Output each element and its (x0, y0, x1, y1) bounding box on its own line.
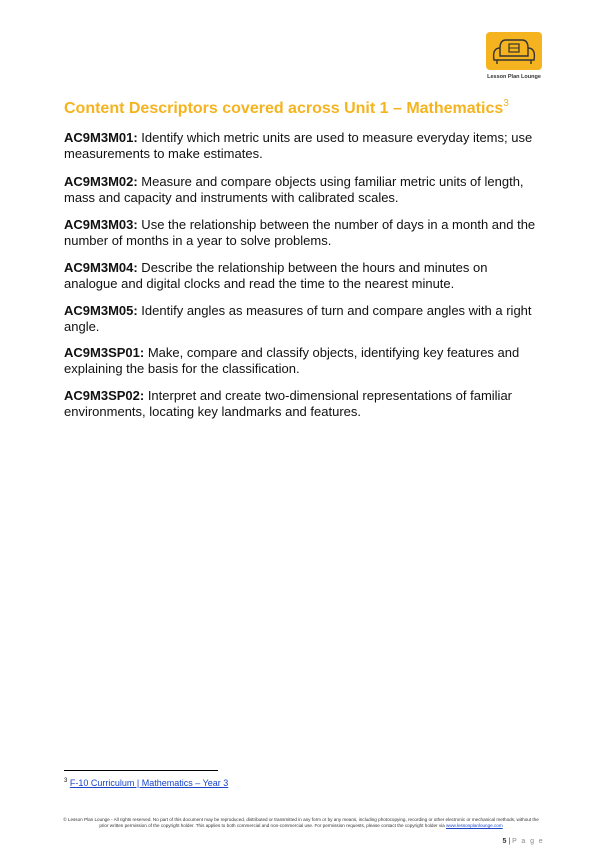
copyright-notice: © Lesson Plan Lounge - All rights reserved. No part of this document may be reproduced, distributed or transmitted in any form or by any means, including photocopying, recording or other electronic or mechanical methods, without the prior written permission of the copyright holder. This applies to both commercial and non-commercial use. For permission requests, please contact the copyright holder via www.lessonplanlounge.com (63, 817, 539, 828)
footnote-number: 3 (64, 778, 68, 784)
descriptor-item: AC9M3SP01: Make, compare and classify objects, identifying key features and explaining the basis for the classification. (64, 345, 520, 376)
footnote-divider (64, 770, 218, 771)
logo-text: Lesson Plan Lounge (487, 74, 541, 80)
section-heading: Content Descriptors covered across Unit 1 – Mathematics$^3$ (64, 98, 509, 117)
descriptor-item: AC9M3M05: Identify angles as measures of turn and compare angles with a right angle. (64, 303, 532, 334)
website-link[interactable]: www.lessonplanlounge.com (445, 823, 503, 828)
descriptor-item: AC9M3SP02: Interpret and create two-dimensional representations of familiar environments, locating key landmarks and features. (64, 388, 512, 419)
descriptor-item: AC9M3M04: Describe the relationship between the hours and minutes on analogue and digital clocks and read the time to the nearest minute. (64, 260, 488, 291)
footnote (64, 778, 228, 788)
descriptor-item: AC9M3M02: Measure and compare objects using familiar metric units of length, mass and capacity and instruments with calibrated scales. (64, 174, 524, 205)
descriptor-item: AC9M3M01: Identify which metric units are used to measure everyday items; use measurements to make estimates. (64, 130, 533, 161)
logo (478, 30, 550, 86)
sofa-icon (484, 30, 544, 72)
page-number: 5 | P a g e (502, 838, 544, 845)
descriptor-item: AC9M3M03: Use the relationship between the number of days in a month and the number of months in a year to solve problems. (64, 217, 536, 248)
footnote-reference[interactable]: 3 (503, 98, 509, 109)
footnote-link[interactable]: F-10 Curriculum | Mathematics – Year 3 (69, 778, 229, 788)
